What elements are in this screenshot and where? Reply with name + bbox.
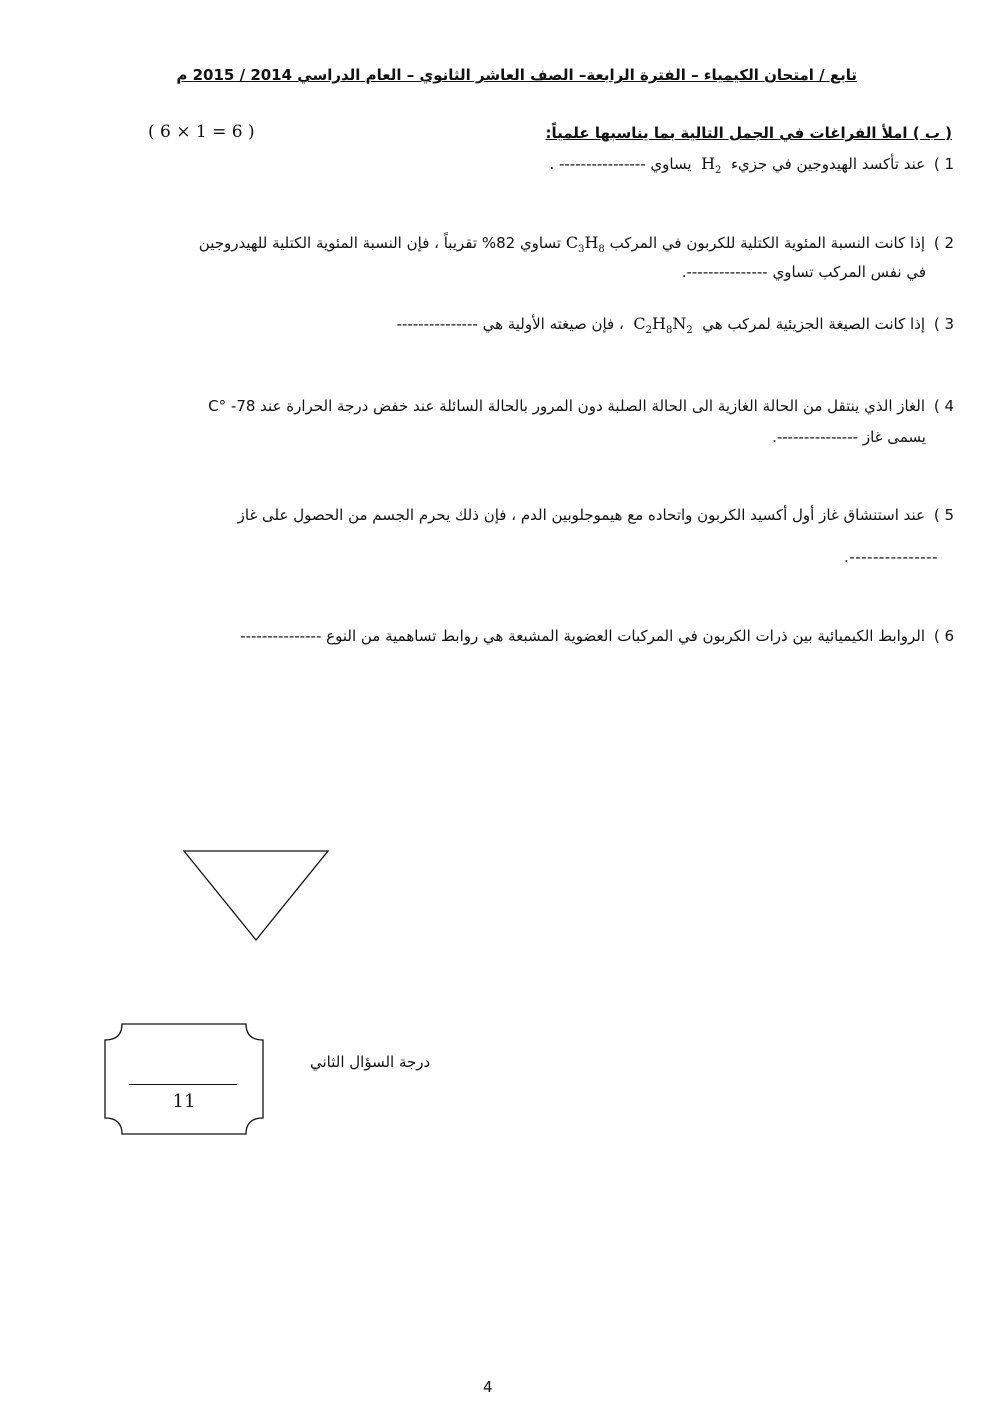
question-text: يساوي xyxy=(650,155,692,173)
score-box xyxy=(104,1023,264,1135)
question-text: يسمى غاز xyxy=(862,428,926,446)
question-3 xyxy=(397,314,954,336)
question-4 xyxy=(208,397,954,415)
score-total: 11 xyxy=(172,1091,196,1112)
question-5-line-2 xyxy=(844,548,938,566)
formula: $C_2H_8N_2$ xyxy=(633,314,693,337)
question-number: 5 ) xyxy=(933,506,954,524)
answer-blank: ---------------- . xyxy=(549,155,646,173)
triangle-shape xyxy=(183,850,331,944)
marks-allocation: ( 6 × 1 = 6 ) xyxy=(148,122,255,142)
question-number: 2 ) xyxy=(933,234,954,252)
score-frame-icon xyxy=(104,1023,264,1135)
question-number: 3 ) xyxy=(933,315,954,333)
part-title: ( ب ) املأ الفراغات في الجمل التالية بما يناسبها علمياً: xyxy=(545,124,952,142)
question-number: 4 ) xyxy=(933,397,954,415)
answer-blank: ---------------. xyxy=(681,263,768,281)
exam-header: تابع / امتحان الكيمياء – الفترة الرابعة– الصف العاشر الثانوي – العام الدراسي 2014 / 2015 م xyxy=(176,66,857,84)
question-text: الروابط الكيميائية بين ذرات الكربون في المركبات العضوية المشبعة هي روابط تساهمية من النوع xyxy=(326,627,926,645)
question-number: 6 ) xyxy=(933,627,954,645)
question-6 xyxy=(240,627,954,645)
page-number: 4 xyxy=(483,1378,493,1396)
answer-blank: ---------------. xyxy=(772,428,859,446)
question-text: الغاز الذي ينتقل من الحالة الغازية الى الحالة الصلبة دون المرور بالحالة السائلة عند خفض درجة الحرارة عند 78- °C xyxy=(208,397,926,415)
question-2 xyxy=(199,233,954,255)
question-2-line-2 xyxy=(682,263,926,281)
question-1 xyxy=(549,154,954,176)
answer-blank: --------------- xyxy=(396,315,478,333)
question-text: إذا كانت الصيغة الجزيئية لمركب هي xyxy=(702,315,926,333)
answer-blank: ---------------. xyxy=(844,548,938,566)
question-text: عند استنشاق غاز أول أكسيد الكربون واتحاده مع هيموجلوبين الدم ، فإن ذلك يحرم الجسم من الحصول على غاز xyxy=(237,506,926,524)
formula: $H_2$ xyxy=(701,154,722,177)
score-label: درجة السؤال الثاني xyxy=(310,1053,431,1071)
question-text: تساوي 82% تقريباً ، فإن النسبة المئوية الكتلية للهيدروجين xyxy=(198,234,562,252)
score-divider xyxy=(129,1084,237,1085)
question-4-line-2 xyxy=(772,428,926,446)
question-text: إذا كانت النسبة المئوية الكتلية للكربون في المركب xyxy=(609,234,926,252)
question-text: ، فإن صيغته الأولية هي xyxy=(482,315,624,333)
answer-blank: --------------- xyxy=(240,627,322,645)
question-text: في نفس المركب تساوي xyxy=(772,263,926,281)
question-5 xyxy=(238,506,954,524)
formula: $C_3H_8$ xyxy=(565,233,605,256)
question-text: عند تأكسد الهيدوجين في جزيء xyxy=(730,155,926,173)
question-number: 1 ) xyxy=(933,155,954,173)
